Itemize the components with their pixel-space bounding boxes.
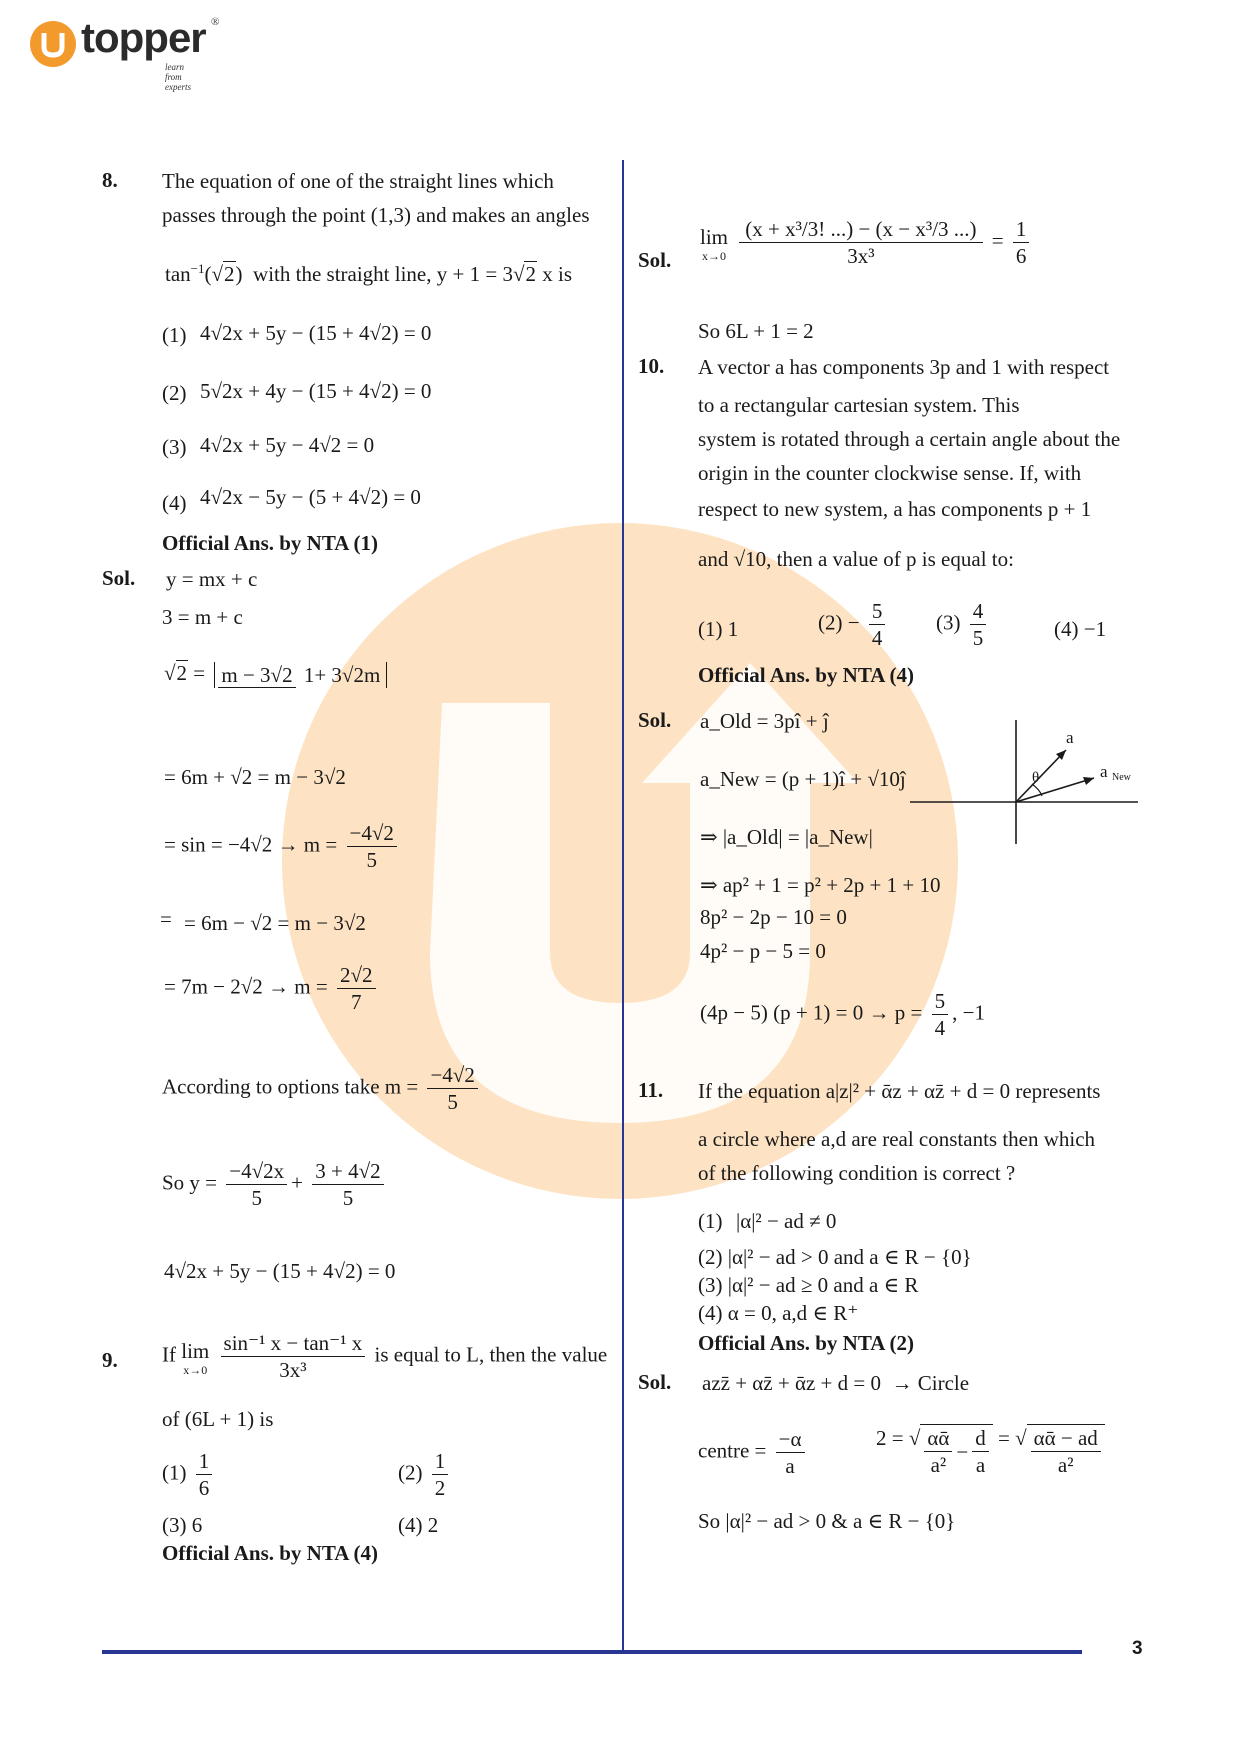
sol8-step-4: = 6m + √2 = m − 3√2	[164, 765, 346, 789]
sol8-step-9: So y = $\frac{-4√2x}{5}$ + $\frac{3 + 4√2}{5}$	[162, 1158, 388, 1211]
sol10-step-7-num: 5	[932, 988, 949, 1015]
sol11-radius-den-2: a	[975, 1453, 986, 1477]
q9-if: If	[162, 1342, 176, 1367]
sol8-step-5	[164, 820, 401, 873]
sol8-step-3: √2 = m − 3√2 1+ 3√2m	[164, 660, 391, 688]
question-number-10: 10.	[638, 354, 665, 378]
sol8-step-5-den: 5	[366, 848, 377, 872]
sol11-centre	[698, 1426, 809, 1479]
sol10-step-3: ⇒ |a_Old| = |a_New|	[700, 825, 873, 849]
sol8-step-2: 3 = m + c	[162, 605, 243, 629]
q11-line-2: a circle where a,d are real constants then which	[698, 1127, 1096, 1151]
sol11-radius-den-1: a²	[930, 1453, 947, 1477]
sol11-radius: 2 = √ $\frac{\text{αᾱ}}{\text{a²}}$ − $\frac{d}{a}$ = √ $\frac{\text{αᾱ − ad}}{\text{a²}}$	[876, 1424, 1105, 1478]
sol11-step-1	[702, 1370, 969, 1396]
sol10-step-4: ⇒ ap² + 1 = p² + 2p + 1 + 10	[700, 873, 941, 897]
sol11-radius-num-3: αᾱ − ad	[1031, 1425, 1101, 1452]
q9-option-2-label: (2)	[398, 1460, 423, 1485]
sol9-expression	[700, 216, 1033, 269]
q10-line-6	[698, 546, 1014, 572]
q8-with-line: with the straight line,	[253, 262, 432, 286]
sol11-radius-equals: =	[997, 1426, 1010, 1450]
sol8-step-7-den: 7	[351, 990, 362, 1014]
sol9-result-den: 6	[1015, 244, 1027, 268]
q8-option-3-label: (3)	[162, 435, 187, 459]
sol9-numerator: (x + x³/3! ...) − (x − x³/3 ...)	[739, 216, 982, 243]
sol8-step-9-den-1: 5	[251, 1186, 262, 1210]
q10-option-3-label: (3)	[936, 610, 961, 635]
sol8-step-5-num: −4√2	[347, 820, 397, 847]
registered-mark: ®	[211, 16, 220, 28]
q8-option-2: 5√2x + 4y − (15 + 4√2) = 0	[200, 379, 432, 403]
q10-option-2: (2) − $\frac{5}{4}$	[818, 598, 889, 651]
q11-option-1: |α|² − ad ≠ 0	[736, 1209, 837, 1233]
sol10-step-2: a_New = (p + 1)î + √10ĵ	[700, 767, 906, 791]
sol11-radius-label: 2 =	[876, 1426, 904, 1450]
sol8-step-9-num-2: 3 + 4√2	[312, 1158, 383, 1185]
diagram-theta-label: θ	[1032, 770, 1040, 786]
diagram-vector-a-label: a	[1066, 728, 1074, 747]
sol10-step-1: a_Old = 3pî + ĵ	[700, 709, 829, 733]
q10-option-3-den: 5	[972, 626, 984, 650]
sol11-radius-den-3: a²	[1057, 1453, 1074, 1477]
q9-option-1	[162, 1448, 216, 1501]
sol8-step-10: 4√2x + 5y − (15 + 4√2) = 0	[164, 1259, 396, 1283]
sol9-label: Sol.	[638, 248, 672, 272]
sol8-step-6: = 6m − √2 = m − 3√2	[184, 911, 366, 935]
sol10-label: Sol.	[638, 708, 672, 732]
q11-if-equation: If the equation	[698, 1079, 821, 1103]
sol8-step-7-num: 2√2	[337, 962, 376, 989]
q9-line-1	[162, 1330, 607, 1383]
q9-option-1-label: (1)	[162, 1460, 187, 1485]
q11-line-1	[698, 1078, 1100, 1104]
q9-option-1-num: 1	[196, 1448, 213, 1475]
sol10-step-7	[700, 988, 985, 1041]
sol10-step-7-tail: , −1	[952, 1000, 985, 1025]
sol9-step-2: So 6L + 1 = 2	[698, 319, 814, 343]
q9-option-4: (4) 2	[398, 1513, 439, 1537]
page-number: 3	[1132, 1638, 1143, 1659]
sol11-centre-label: centre =	[698, 1438, 767, 1463]
q9-lim: lim	[181, 1338, 210, 1363]
q10-and: and	[698, 547, 729, 571]
q9-option-2	[398, 1448, 452, 1501]
sol10-step-7-text: (4p − 5) (p + 1) = 0 → p =	[700, 1000, 923, 1025]
q8-line-1: The equation of one of the straight lines which	[162, 169, 554, 193]
q10-line-2: to a rectangular cartesian system. This	[698, 393, 1020, 417]
q9-numerator: sin⁻¹ x − tan⁻¹ x	[221, 1330, 366, 1357]
sol8-step-5-text: = sin = −4√2 → m =	[164, 832, 338, 857]
sol11-radius-num-1: αᾱ	[924, 1425, 952, 1452]
q10-option-2-num: 5	[869, 598, 886, 625]
q9-tail: is equal to L, then the value	[374, 1342, 608, 1367]
q9-option-1-den: 6	[198, 1476, 210, 1500]
sol9-lim-sub: x→0	[702, 248, 726, 263]
q10-option-1: (1) 1	[698, 617, 739, 641]
q9-denominator: 3x³	[279, 1358, 307, 1382]
q11-represents: represents	[1015, 1079, 1101, 1103]
column-divider	[622, 160, 624, 1654]
q8-option-1: 4√2x + 5y − (15 + 4√2) = 0	[200, 321, 432, 345]
sol8-step-7-text: = 7m − 2√2 → m =	[164, 974, 328, 999]
q10-line-1: A vector a has components 3p and 1 with respect	[698, 355, 1110, 379]
q11-option-1-label: (1)	[698, 1209, 723, 1233]
sol11-conclusion: So |α|² − ad > 0 & a ∈ R − {0}	[698, 1509, 956, 1533]
q8-line-3: $\tan^{-1}(√2)$ with the straight line, y + 1 = 3√2 x is	[165, 261, 572, 286]
q8-tan: tan	[165, 262, 191, 286]
sol8-label: Sol.	[102, 566, 136, 590]
q10-option-2-label: (2)	[818, 610, 843, 635]
q10-option-4: (4) −1	[1054, 617, 1107, 641]
q10-line-5: respect to new system, a has components p + 1	[698, 497, 1092, 521]
q11-equation: a|z|² + ᾱz + αz̄ + d = 0	[825, 1079, 1011, 1103]
sol8-step-9-text: So y =	[162, 1170, 218, 1195]
sol10-step-6: 4p² − p − 5 = 0	[700, 939, 826, 963]
q8-option-2-label: (2)	[162, 381, 187, 405]
sol8-step-1: y = mx + c	[166, 567, 258, 591]
sol9-lim: lim	[700, 224, 729, 249]
sol10-step-5: 8p² − 2p − 10 = 0	[700, 905, 847, 929]
sol11-radius-num-2: d	[972, 1425, 989, 1452]
sol8-step-7	[164, 962, 380, 1015]
sol8-step-8-text: According to options take m =	[162, 1074, 419, 1099]
q11-option-2: (2) |α|² − ad > 0 and a ∈ R − {0}	[698, 1245, 972, 1269]
q11-option-4: (4) α = 0, a,d ∈ R⁺	[698, 1301, 859, 1325]
q10-option-2-den: 4	[871, 626, 883, 650]
sol8-step-3-num: m − 3√2	[218, 663, 295, 688]
question-number-11: 11.	[638, 1078, 664, 1102]
q9-option-2-den: 2	[434, 1476, 446, 1500]
q10-official-answer: Official Ans. by NTA (4)	[698, 663, 915, 687]
footer-rule	[102, 1650, 1082, 1654]
q8-line-eq: y + 1 = 3	[436, 262, 513, 286]
q9-option-2-num: 1	[432, 1448, 449, 1475]
sol11-step-1-eq: azz̄ + αz̄ + ᾱz + d = 0	[702, 1371, 881, 1395]
q9-option-3: (3) 6	[162, 1513, 203, 1537]
q10-option-3	[936, 598, 990, 651]
sol11-step-1-tail: → Circle	[891, 1371, 970, 1395]
q9-official-answer: Official Ans. by NTA (4)	[162, 1541, 379, 1565]
sol8-step-9-den-2: 5	[342, 1186, 354, 1210]
sol11-centre-num: −α	[776, 1426, 805, 1453]
brand-name: topper	[81, 14, 206, 61]
q11-line-3: of the following condition is correct ?	[698, 1161, 1016, 1185]
sol9-equals: =	[991, 228, 1004, 253]
q8-option-3: 4√2x + 5y − 4√2 = 0	[200, 433, 375, 457]
q11-official-answer: Official Ans. by NTA (2)	[698, 1331, 915, 1355]
question-number-8: 8.	[102, 168, 118, 192]
sol8-step-6-eq: =	[160, 907, 172, 931]
q10-sqrt10: √10	[733, 547, 767, 571]
sol8-step-8	[162, 1062, 482, 1115]
q8-xis: x is	[542, 262, 572, 286]
brand-tagline: learn from experts	[165, 62, 191, 92]
sol11-centre-den: a	[785, 1454, 795, 1478]
diagram-vector-anew-label: a	[1100, 762, 1108, 781]
question-number-9: 9.	[102, 1348, 118, 1372]
q10-line-4: origin in the counter clockwise sense. If, with	[698, 461, 1082, 485]
sol9-denominator: 3x³	[847, 244, 875, 268]
q10-option-3-num: 4	[970, 598, 987, 625]
logo-u-icon	[29, 20, 77, 68]
sol8-step-9-num-1: −4√2x	[226, 1158, 287, 1185]
q8-option-1-label: (1)	[162, 323, 187, 347]
sol10-step-7-den: 4	[934, 1016, 946, 1040]
sol8-step-8-den: 5	[447, 1090, 458, 1114]
q10-line-3: system is rotated through a certain angle about the	[698, 427, 1121, 451]
diagram-new-subscript: New	[1112, 772, 1131, 783]
q8-option-4: 4√2x − 5y − (5 + 4√2) = 0	[200, 485, 421, 509]
q8-line-2: passes through the point (1,3) and makes an angles	[162, 203, 590, 227]
sol8-step-8-num: −4√2	[427, 1062, 477, 1089]
q10-tail: , then a value of p is equal to:	[766, 547, 1014, 571]
sol9-result-num: 1	[1013, 216, 1030, 243]
q9-line-2: of (6L + 1) is	[162, 1407, 274, 1431]
q8-option-4-label: (4)	[162, 491, 187, 515]
sol8-step-3-den: 1+ 3√2m	[303, 663, 381, 688]
q8-official-answer: Official Ans. by NTA (1)	[162, 531, 379, 555]
q11-option-3: (3) |α|² − ad ≥ 0 and a ∈ R	[698, 1273, 919, 1297]
q9-lim-sub: x→0	[183, 1362, 208, 1377]
sol11-label: Sol.	[638, 1370, 672, 1394]
